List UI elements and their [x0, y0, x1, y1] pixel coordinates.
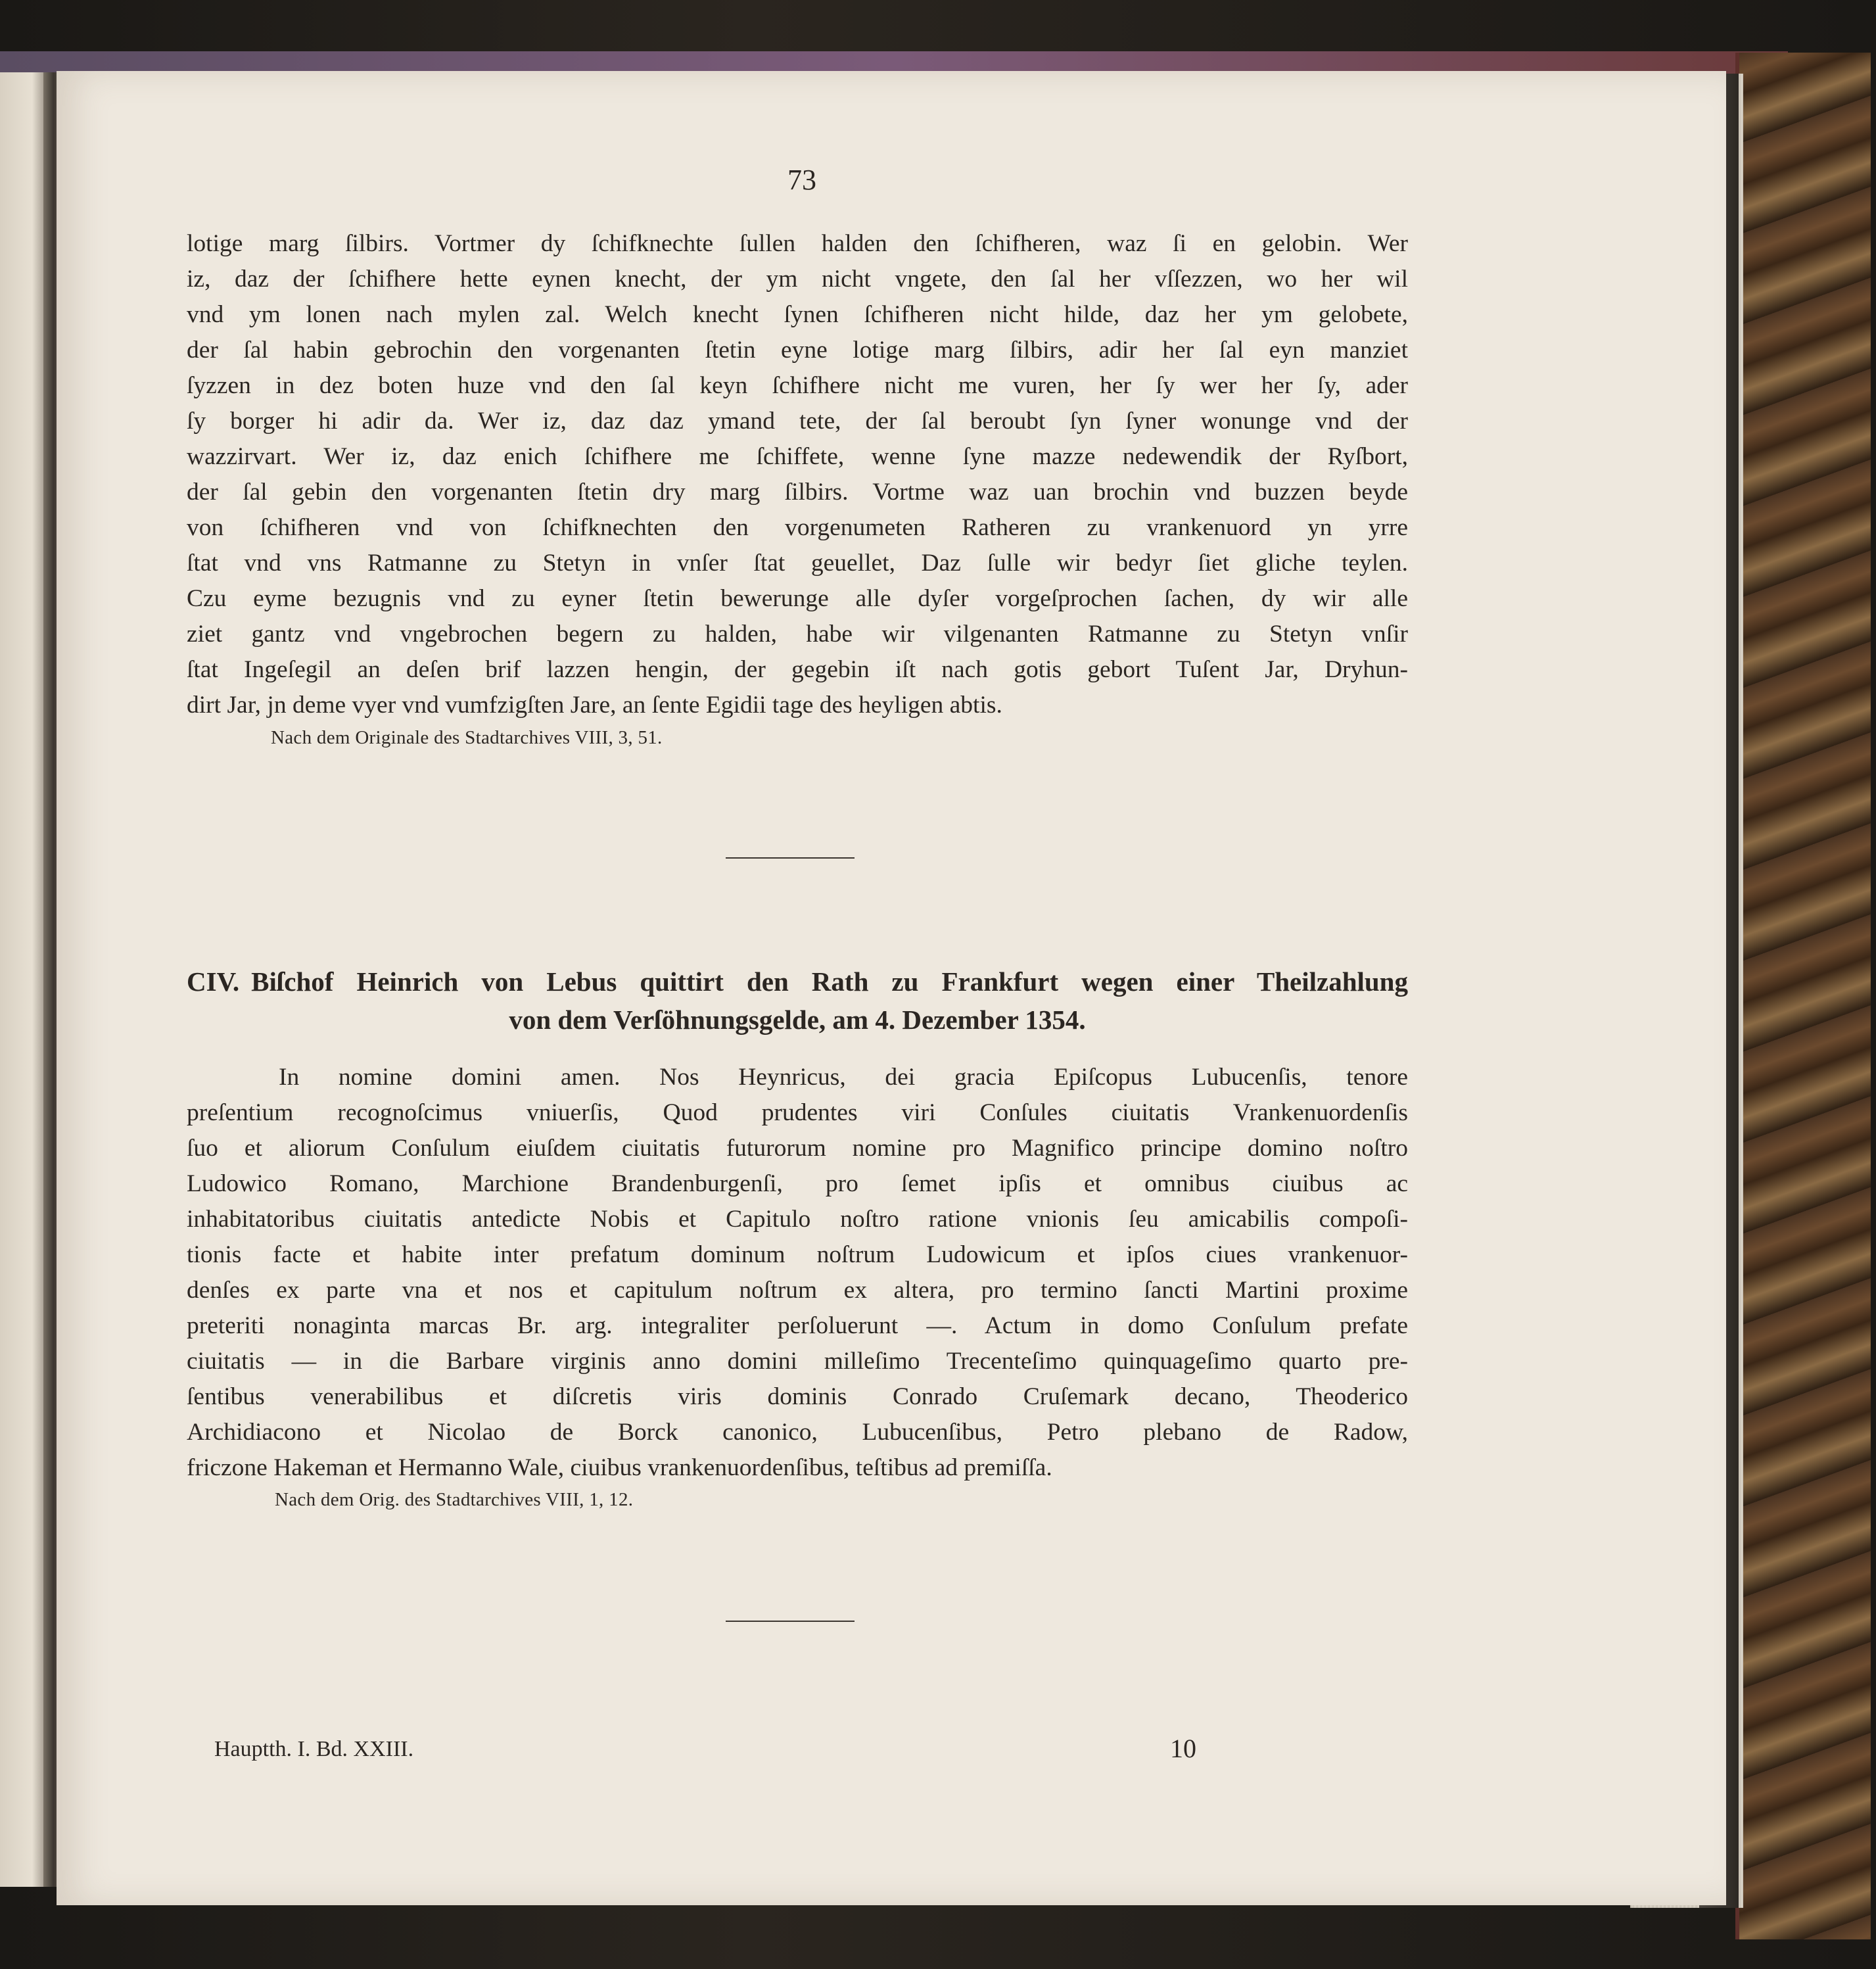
source-note-document: Nach dem Orig. des Stadtarchives VIII, 1, 12.	[275, 1489, 634, 1510]
text-line: wazzirvart. Wer iz, daz enich ſchifhere me ſchiffete, wenne ſyne mazze nedewendik der Ryſbort,	[187, 443, 1408, 470]
text-line: denſes ex parte vna et nos et capitulum noſtrum ex altera, pro termino ſancti Martini proxime	[187, 1277, 1408, 1304]
source-note-top: Nach dem Originale des Stadtarchives VIII, 3, 51.	[271, 727, 663, 748]
text-line: In nomine domini amen. Nos Heynricus, dei gracia Epiſcopus Lubucenſis, tenore	[279, 1064, 1408, 1091]
book-cover-marbled-edge	[1735, 53, 1871, 1939]
text-line: Archidiacono et Nicolao de Borck canonico, Lubucenſibus, Petro plebano de Radow,	[187, 1419, 1408, 1446]
text-line: ciuitatis — in die Barbare virginis anno domini milleſimo Trecenteſimo quinquageſimo quarto pre-	[187, 1348, 1408, 1375]
facing-page-edge	[0, 72, 46, 1887]
text-line: tionis facte et habite inter prefatum dominum noſtrum Ludowicum et ipſos ciues vrankenuor-	[187, 1241, 1408, 1268]
text-line: iz, daz der ſchifhere hette eynen knecht, der ym nicht vngete, den ſal her vſſezzen, wo her wil	[187, 266, 1408, 293]
text-line: inhabitatoribus ciuitatis antedicte Nobis et Capitulo noſtro ratione vnionis ſeu amicabilis compoſi-	[187, 1206, 1408, 1233]
document-text	[187, 1060, 1408, 1486]
text-line: ziet gantz vnd vngebrochen begern zu halden, habe wir vilgenanten Ratmanne zu Stetyn vnſir	[187, 621, 1408, 648]
document-heading-line-2: von dem Verſöhnungsgelde, am 4. Dezember 1354.	[509, 1005, 1086, 1035]
text-line: von ſchifheren vnd von ſchifknechten den vorgenumeten Ratheren zu vrankenuord yn yrre	[187, 514, 1408, 541]
text-line: preſentium recognoſcimus vniuerſis, Quod prudentes viri Conſules ciuitatis Vrankenuordenſis	[187, 1099, 1408, 1126]
section-divider-bottom	[726, 1621, 855, 1622]
document-title: Biſchof Heinrich von Lebus quittirt den Rath zu Frankfurt wegen einer Theilzahlung	[251, 966, 1408, 997]
text-line: der ſal gebin den vorgenanten ſtetin dry marg ſilbirs. Vortme waz uan brochin vnd buzzen beyde	[187, 479, 1408, 506]
continued-paragraph	[187, 226, 1408, 723]
text-line: dirt Jar, jn deme vyer vnd vumfzigſten Jare, an ſente Egidii tage des heyligen abtis.	[187, 692, 1002, 719]
section-divider	[726, 857, 855, 859]
sheet-number: 10	[1170, 1734, 1196, 1763]
document-heading	[187, 962, 1408, 1039]
text-line: ſy borger hi adir da. Wer iz, daz daz ymand tete, der ſal beroubt ſyn ſyner wonunge vnd der	[187, 408, 1408, 435]
document-heading-line-1	[187, 962, 1408, 1001]
text-line: ſtat Ingeſegil an deſen brif lazzen hengin, der gegebin iſt nach gotis gebort Tuſent Jar, Dryhun-	[187, 656, 1408, 683]
text-line: ſentibus venerabilibus et diſcretis viris dominis Conrado Cruſemark decano, Theoderico	[187, 1383, 1408, 1410]
text-line: preteriti nonaginta marcas Br. arg. integraliter perſoluerunt —. Actum in domo Conſulum prefate	[187, 1312, 1408, 1339]
text-line: lotige marg ſilbirs. Vortmer dy ſchifknechte ſullen halden den ſchifheren, waz ſi en gelobin. Wer	[187, 230, 1408, 257]
text-line: friczone Hakeman et Hermanno Wale, ciuibus vrankenuordenſibus, teſtibus ad premiſſa.	[187, 1454, 1052, 1481]
text-line: Ludowico Romano, Marchione Brandenburgenſi, pro ſemet ipſis et omnibus ciuibus ac	[187, 1170, 1408, 1197]
text-line: der ſal habin gebrochin den vorgenanten ſtetin eyne lotige marg ſilbirs, adir her ſal eyn manziet	[187, 337, 1408, 364]
document-number: CIV.	[187, 966, 240, 997]
text-line: ſyzzen in dez boten huze vnd den ſal keyn ſchifhere nicht me vuren, her ſy wer her ſy, ader	[187, 372, 1408, 399]
page-number: 73	[787, 164, 816, 196]
text-line: ſuo et aliorum Conſulum eiuſdem ciuitatis futurorum nomine pro Magnifico principe domino noſtro	[187, 1135, 1408, 1162]
signature-mark: Hauptth. I. Bd. XXIII.	[214, 1737, 414, 1761]
text-line: vnd ym lonen nach mylen zal. Welch knecht ſynen ſchifheren nicht hilde, daz her ym gelobete,	[187, 301, 1408, 328]
text-line: ſtat vnd vns Ratmanne zu Stetyn in vnſer ſtat geuellet, Daz ſulle wir bedyr ſiet gliche teylen.	[187, 550, 1408, 577]
text-line: Czu eyme bezugnis vnd zu eyner ſtetin bewerunge alle dyſer vorgeſprochen ſachen, dy wir alle	[187, 585, 1408, 612]
